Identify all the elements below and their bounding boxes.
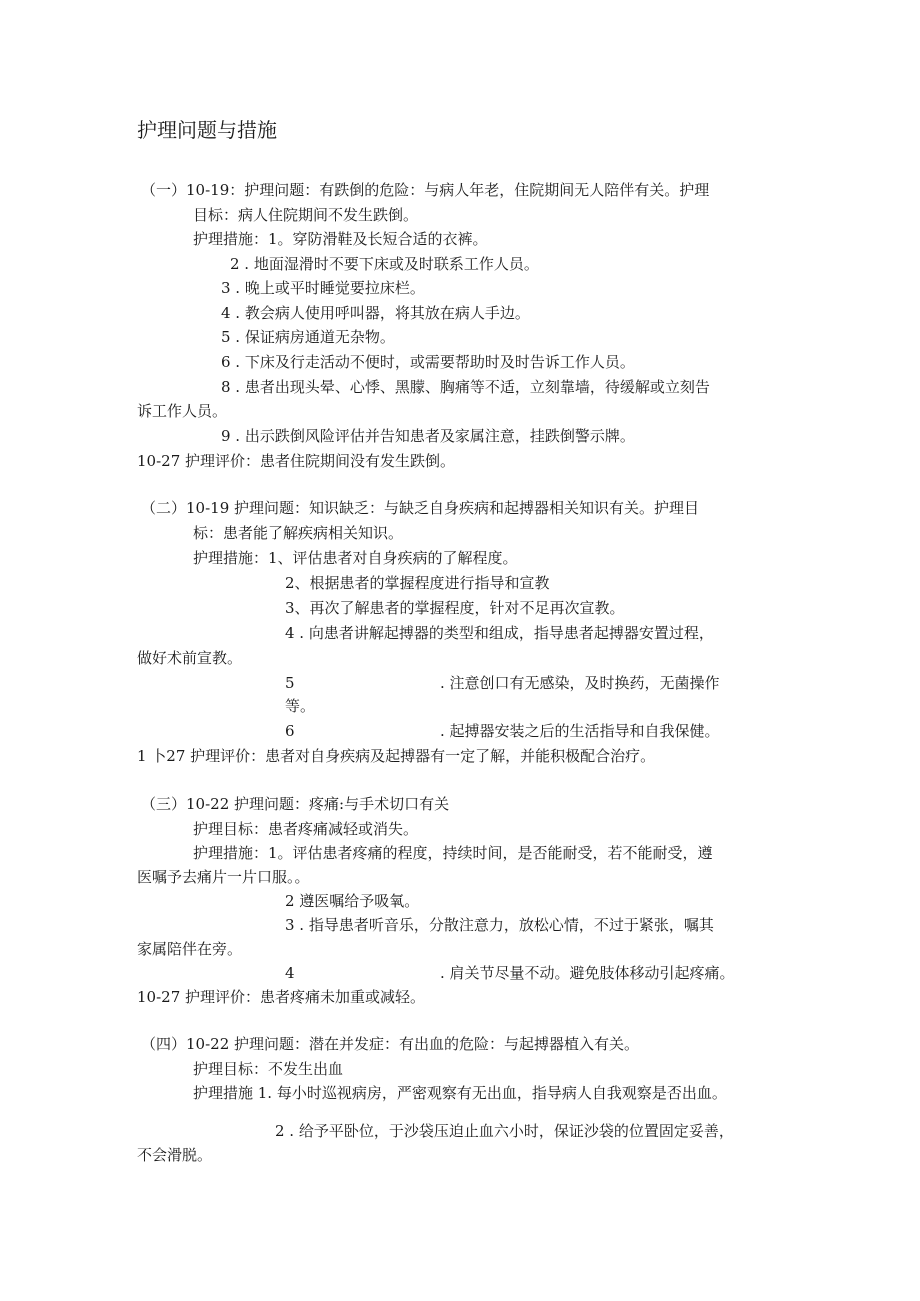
- text-line: 诉工作人员。: [137, 402, 228, 420]
- text-line: 6: [285, 722, 295, 740]
- text-line: . 起搏器安装之后的生活指导和自我保健。: [440, 722, 720, 740]
- text-line: 4 . 教会病人使用呼叫器，将其放在病人手边。: [221, 304, 530, 322]
- text-line: 标：患者能了解疾病相关知识。: [193, 524, 404, 542]
- text-line: 1 卜27 护理评价：患者对自身疾病及起搏器有一定了解，并能积极配合治疗。: [137, 747, 656, 765]
- text-line: 2 遵医嘱给予吸氧。: [285, 892, 420, 910]
- text-line: 护理措施：1。评估患者疼痛的程度，持续时间，是否能耐受，若不能耐受，遵: [193, 844, 713, 862]
- text-line: （一）10-19：护理问题：有跌倒的危险：与病人年老，住院期间无人陪伴有关。护理: [141, 181, 710, 199]
- text-line: 2 . 给予平卧位，于沙袋压迫止血六小时，保证沙袋的位置固定妥善，: [275, 1122, 734, 1140]
- text-line: 10-27 护理评价：患者疼痛未加重或减轻。: [137, 988, 426, 1006]
- text-line: 10-27 护理评价：患者住院期间没有发生跌倒。: [137, 452, 456, 470]
- text-line: 8 . 患者出现头晕、心悸、黑朦、胸痛等不适，立刻靠墙，待缓解或立刻告: [221, 378, 710, 396]
- text-line: （三）10-22 护理问题：疼痛:与手术切口有关: [141, 795, 450, 813]
- text-line: 2 . 地面湿滑时不要下床或及时联系工作人员。: [230, 255, 539, 273]
- text-line: 4: [285, 964, 295, 982]
- text-line: 3 . 晚上或平时睡觉要拉床栏。: [221, 279, 425, 297]
- text-line: . 注意创口有无感染，及时换药，无菌操作: [440, 674, 720, 692]
- text-line: 9 . 出示跌倒风险评估并告知患者及家属注意，挂跌倒警示牌。: [221, 427, 635, 445]
- text-line: 护理目标：患者疼痛减轻或消失。: [193, 820, 419, 838]
- text-line: （二）10-19 护理问题：知识缺乏：与缺乏自身疾病和起搏器相关知识有关。护理目: [141, 499, 700, 517]
- text-line: 护理措施：1、评估患者对自身疾病的了解程度。: [193, 549, 518, 567]
- text-line: 3、再次了解患者的掌握程度，针对不足再次宣教。: [285, 599, 625, 617]
- text-line: 做好术前宣教。: [137, 649, 243, 667]
- text-line: 4 . 向患者讲解起搏器的类型和组成，指导患者起搏器安置过程，: [285, 624, 714, 642]
- text-line: 目标：病人住院期间不发生跌倒。: [193, 206, 419, 224]
- text-line: 6 . 下床及行走活动不便时，或需要帮助时及时告诉工作人员。: [221, 353, 635, 371]
- text-line: 护理目标：不发生出血: [193, 1060, 344, 1078]
- text-line: 2、根据患者的掌握程度进行指导和宣教: [285, 574, 550, 592]
- text-line: （四）10-22 护理问题：潜在并发症：有出血的危险：与起搏器植入有关。: [141, 1035, 640, 1053]
- text-line: 5 . 保证病房通道无杂物。: [221, 328, 395, 346]
- text-line: . 肩关节尽量不动。避免肢体移动引起疼痛。: [440, 964, 735, 982]
- text-line: 3 . 指导患者听音乐，分散注意力，放松心情，不过于紧张，嘱其: [285, 916, 714, 934]
- text-line: 医嘱予去痛片一片口服。。: [137, 868, 310, 886]
- text-line: 等。: [285, 697, 316, 715]
- text-line: 护理措施：1。穿防滑鞋及长短合适的衣裤。: [193, 230, 488, 248]
- text-line: 护理措施 1. 每小时巡视病房，严密观察有无出血，指导病人自我观察是否出血。: [193, 1084, 727, 1102]
- text-line: 5: [285, 674, 295, 692]
- text-line: 家属陪伴在旁。: [137, 940, 243, 958]
- page-title: 护理问题与措施: [137, 118, 277, 142]
- text-line: 不会滑脱。: [137, 1146, 213, 1164]
